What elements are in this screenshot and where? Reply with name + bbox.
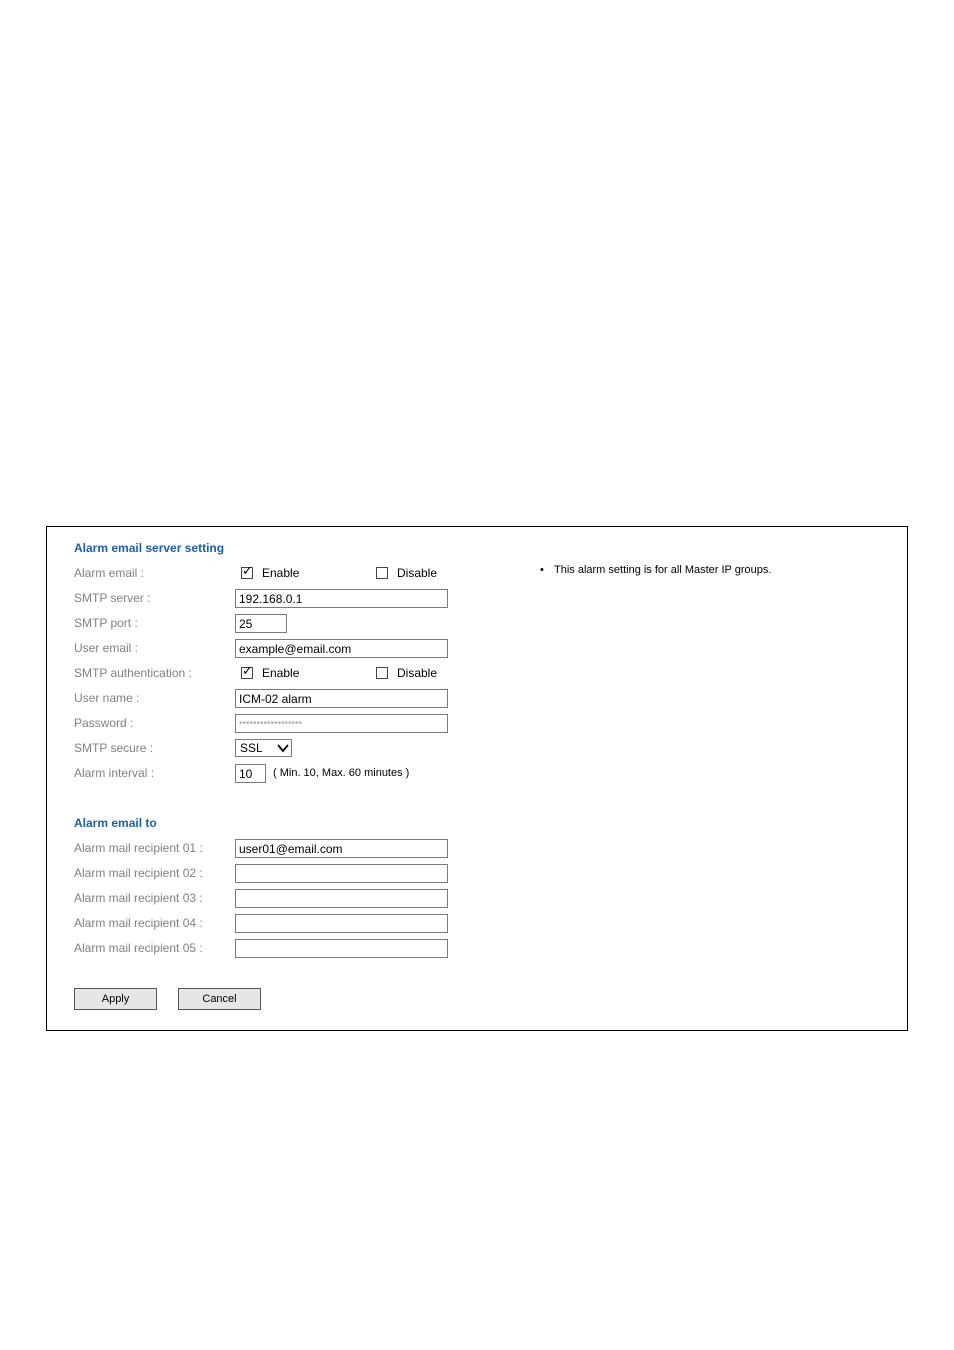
recipient-05-label: Alarm mail recipient 05 : xyxy=(74,941,203,955)
check-icon: ✓ xyxy=(242,564,253,579)
recipient-04-label: Alarm mail recipient 04 : xyxy=(74,916,203,930)
smtp-auth-label: SMTP authentication : xyxy=(74,666,192,680)
alarm-email-enable-label: Enable xyxy=(262,566,300,580)
smtp-secure-select[interactable] xyxy=(235,739,292,757)
note-text: This alarm setting is for all Master IP groups. xyxy=(554,564,772,576)
alarm-setting-note xyxy=(540,564,771,576)
password-label: Password : xyxy=(74,716,134,730)
smtp-port-label: SMTP port : xyxy=(74,616,138,630)
smtp-server-label: SMTP server : xyxy=(74,591,151,605)
recipient-03-label: Alarm mail recipient 03 : xyxy=(74,891,203,905)
recipient-01-input[interactable]: user01@email.com xyxy=(235,839,448,858)
smtp-auth-disable-label: Disable xyxy=(397,666,438,680)
smtp-auth-enable-label: Enable xyxy=(262,666,300,680)
check-icon: ✓ xyxy=(242,664,253,679)
alarm-interval-input[interactable]: 10 xyxy=(235,764,266,783)
smtp-auth-disable-checkbox[interactable] xyxy=(376,667,388,679)
password-input[interactable]: •••••••••••••••••• xyxy=(235,714,448,733)
user-email-input[interactable]: example@email.com xyxy=(235,639,448,658)
recipient-02-label: Alarm mail recipient 02 : xyxy=(74,866,203,880)
smtp-port-input[interactable]: 25 xyxy=(235,614,287,633)
recipient-04-input[interactable] xyxy=(235,914,448,933)
cancel-button[interactable]: Cancel xyxy=(178,988,261,1010)
recipients-section-title: Alarm email to xyxy=(74,816,157,830)
recipient-05-input[interactable] xyxy=(235,939,448,958)
alarm-email-disable-label: Disable xyxy=(397,566,438,580)
smtp-secure-value: SSL xyxy=(240,741,263,755)
server-section-title: Alarm email server setting xyxy=(74,541,225,555)
apply-button[interactable]: Apply xyxy=(74,988,157,1010)
alarm-email-disable-checkbox[interactable] xyxy=(376,567,388,579)
alarm-email-enable-checkbox[interactable] xyxy=(241,564,253,579)
recipient-02-input[interactable] xyxy=(235,864,448,883)
note-bullet: • xyxy=(540,564,544,576)
smtp-secure-label: SMTP secure : xyxy=(74,741,154,755)
smtp-server-input[interactable]: 192.168.0.1 xyxy=(235,589,448,608)
alarm-interval-hint: ( Min. 10, Max. 60 minutes ) xyxy=(273,767,410,779)
user-name-label: User name : xyxy=(74,691,140,705)
user-name-input[interactable]: ICM-02 alarm xyxy=(235,689,448,708)
recipient-03-input[interactable] xyxy=(235,889,448,908)
alarm-email-settings-panel xyxy=(46,526,908,1031)
alarm-email-label: Alarm email : xyxy=(74,566,145,580)
alarm-interval-label: Alarm interval : xyxy=(74,766,155,780)
recipient-01-label: Alarm mail recipient 01 : xyxy=(74,841,203,855)
chevron-down-icon xyxy=(277,742,289,754)
user-email-label: User email : xyxy=(74,641,139,655)
smtp-auth-enable-checkbox[interactable] xyxy=(241,664,253,679)
